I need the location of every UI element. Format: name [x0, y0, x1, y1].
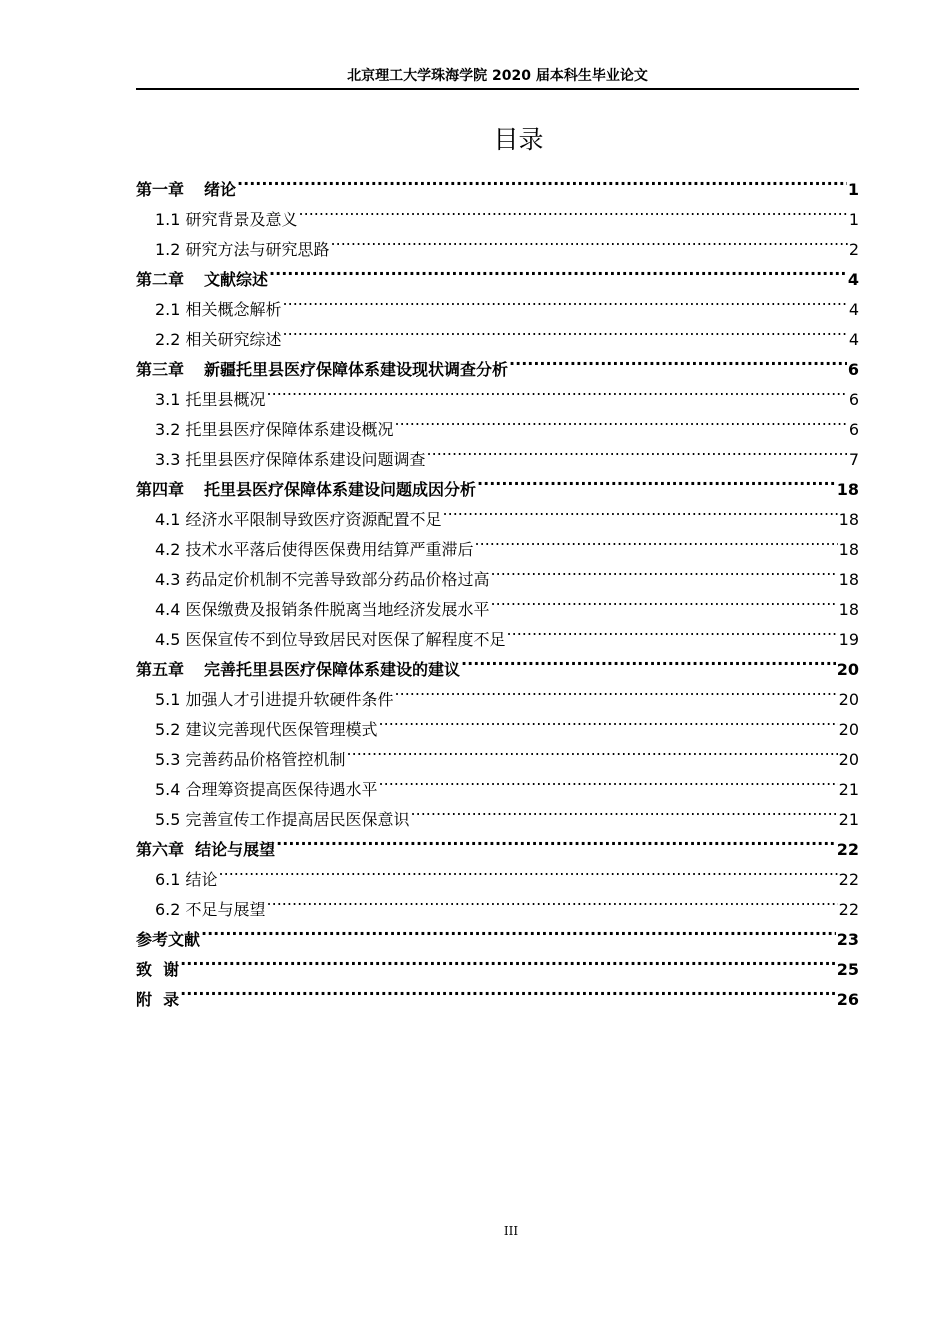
dot-leader — [269, 255, 847, 285]
chapter-number: 第五章 — [136, 660, 185, 679]
page-number: 19 — [838, 630, 859, 649]
dot-leader — [267, 885, 838, 915]
page-number: 1 — [847, 180, 859, 199]
toc-entry-section[interactable] — [136, 885, 859, 919]
table-of-contents — [136, 165, 859, 1009]
section-title: 4.3 药品定价机制不完善导致部分药品价格过高 — [155, 570, 490, 589]
section-title: 6.2 不足与展望 — [155, 900, 266, 919]
dot-leader — [461, 645, 836, 675]
section-title: 5.2 建议完善现代医保管理模式 — [155, 720, 378, 739]
section-title: 5.5 完善宣传工作提高居民医保意识 — [155, 810, 410, 829]
dot-leader — [475, 525, 838, 555]
dot-leader — [219, 855, 838, 885]
page-number: 2 — [848, 240, 859, 259]
toc-entry-section[interactable] — [136, 855, 859, 889]
dot-leader — [411, 795, 838, 825]
footer-page-number: III — [503, 1224, 519, 1238]
section-title: 4.4 医保缴费及报销条件脱离当地经济发展水平 — [155, 600, 490, 619]
page-number: 25 — [836, 960, 859, 979]
chapter-title: 第六章 结论与展望 — [136, 840, 276, 859]
page-title: 目录 — [493, 125, 544, 154]
page-number: 7 — [848, 450, 859, 469]
section-title: 5.4 合理筹资提高医保待遇水平 — [155, 780, 378, 799]
toc-entry-acknowledgements[interactable] — [136, 945, 859, 979]
dot-leader — [491, 585, 838, 615]
dot-leader — [201, 915, 836, 945]
page-number: 4 — [847, 270, 859, 289]
chapter-title: 致 谢 — [136, 960, 180, 979]
page-number: 20 — [838, 720, 859, 739]
page-number: 6 — [848, 390, 859, 409]
page-number: 20 — [836, 660, 859, 679]
section-title: 4.5 医保宣传不到位导致居民对医保了解程度不足 — [155, 630, 506, 649]
section-title: 4.2 技术水平落后使得医保费用结算严重滞后 — [155, 540, 474, 559]
dot-leader — [267, 375, 848, 405]
toc-entry-label — [136, 475, 476, 505]
dot-leader — [299, 195, 848, 225]
dot-leader — [443, 495, 838, 525]
section-title: 4.1 经济水平限制导致医疗资源配置不足 — [155, 510, 442, 529]
chapter-number: 第三章 — [136, 360, 185, 379]
page-number: 6 — [848, 420, 859, 439]
dot-leader — [180, 975, 836, 1005]
page-number: 18 — [838, 600, 859, 619]
page-number: 20 — [838, 750, 859, 769]
section-title: 1.1 研究背景及意义 — [155, 210, 298, 229]
dot-leader — [395, 405, 848, 435]
toc-entry-appendix[interactable] — [136, 975, 859, 1009]
page-number: 18 — [838, 570, 859, 589]
page-number: 4 — [848, 300, 859, 319]
page-number: 22 — [838, 870, 859, 889]
toc-entry-references[interactable] — [136, 915, 859, 949]
running-header: 北京理工大学珠海学院 2020 届本科生毕业论文 — [136, 64, 859, 90]
chapter-title: 新疆托里县医疗保障体系建设现状调查分析 — [204, 360, 509, 379]
section-title: 6.1 结论 — [155, 870, 218, 889]
section-title: 2.2 相关研究综述 — [155, 330, 282, 349]
toc-entry-label — [136, 265, 268, 295]
chapter-title: 托里县医疗保障体系建设问题成因分析 — [204, 480, 477, 499]
page-number: 18 — [838, 510, 859, 529]
section-title: 1.2 研究方法与研究思路 — [155, 240, 330, 259]
dot-leader — [237, 165, 847, 195]
section-title: 2.1 相关概念解析 — [155, 300, 282, 319]
dot-leader — [379, 705, 838, 735]
page-number: 18 — [836, 480, 859, 499]
page-number: 18 — [838, 540, 859, 559]
dot-leader — [347, 735, 838, 765]
page-number: 20 — [838, 690, 859, 709]
section-title: 5.1 加强人才引进提升软硬件条件 — [155, 690, 394, 709]
chapter-title: 完善托里县医疗保障体系建设的建议 — [204, 660, 461, 679]
page-number: 26 — [836, 990, 859, 1009]
dot-leader — [379, 765, 838, 795]
dot-leader — [507, 615, 838, 645]
chapter-title: 附 录 — [136, 990, 180, 1009]
dot-leader — [276, 825, 836, 855]
section-title: 3.3 托里县医疗保障体系建设问题调查 — [155, 450, 426, 469]
dot-leader — [331, 225, 848, 255]
page-number: 23 — [836, 930, 859, 949]
chapter-number: 第二章 — [136, 270, 185, 289]
dot-leader — [491, 555, 838, 585]
page-number: 22 — [836, 840, 859, 859]
dot-leader — [283, 285, 848, 315]
toc-entry-label — [136, 175, 236, 205]
chapter-number: 第四章 — [136, 480, 185, 499]
page-number: 21 — [838, 780, 859, 799]
dot-leader — [477, 465, 836, 495]
chapter-title: 绪论 — [204, 180, 237, 199]
page-number: 21 — [838, 810, 859, 829]
page-number: 22 — [838, 900, 859, 919]
toc-entry-section[interactable] — [136, 195, 859, 229]
dot-leader — [283, 315, 848, 345]
dot-leader — [395, 675, 838, 705]
toc-entry-chapter[interactable] — [136, 165, 859, 199]
chapter-number: 第一章 — [136, 180, 185, 199]
section-title: 3.1 托里县概况 — [155, 390, 266, 409]
dot-leader — [427, 435, 848, 465]
section-title: 5.3 完善药品价格管控机制 — [155, 750, 346, 769]
page-number: 6 — [847, 360, 859, 379]
page-number: 4 — [848, 330, 859, 349]
page-number: 1 — [848, 210, 859, 229]
section-title: 3.2 托里县医疗保障体系建设概况 — [155, 420, 394, 439]
chapter-title: 参考文献 — [136, 930, 201, 949]
chapter-title: 文献综述 — [204, 270, 269, 289]
dot-leader — [180, 945, 836, 975]
dot-leader — [509, 345, 847, 375]
